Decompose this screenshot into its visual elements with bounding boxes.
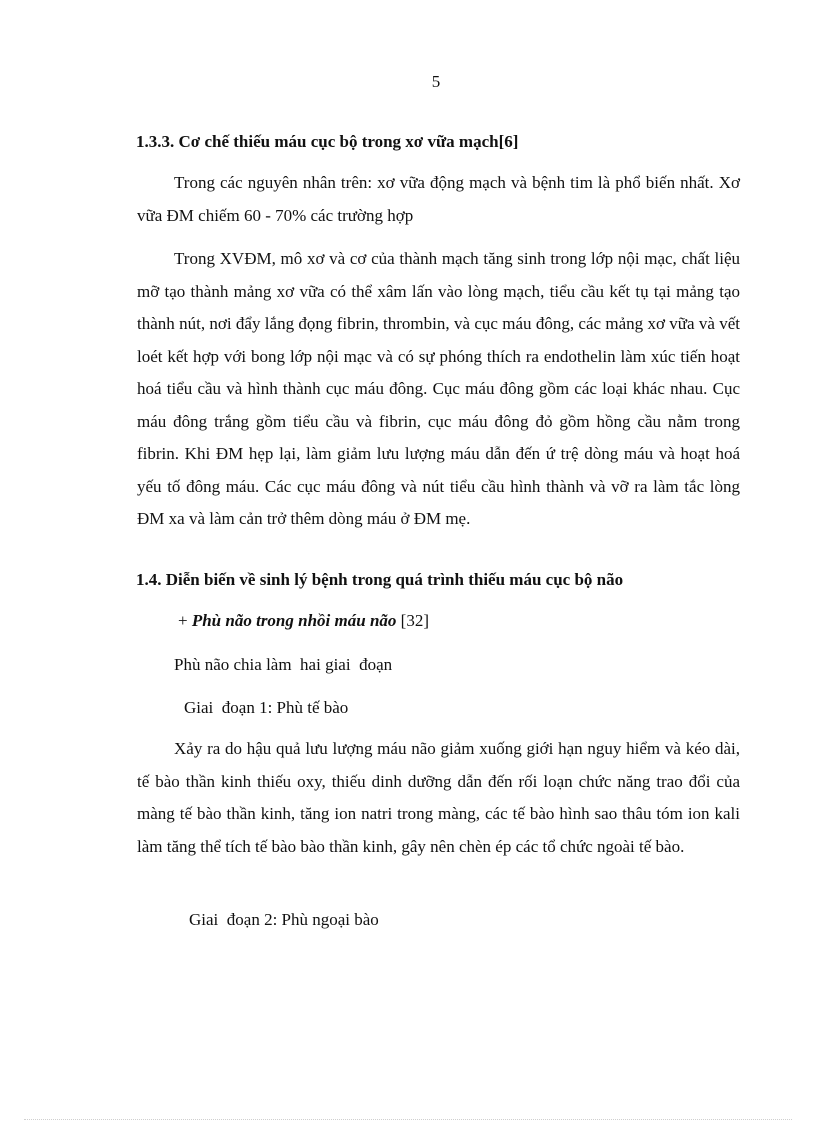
edema-intro: Phù não chia làm hai giai đoạn — [174, 655, 393, 674]
page-number: 5 — [431, 72, 441, 91]
subheading-ref: [32] — [396, 611, 429, 630]
subheading-title: Phù não trong nhồi máu não — [191, 611, 397, 630]
paragraph-causes: Trong các nguyên nhân trên: xơ vữa động mạch và bệnh tim là phổ biến nhất. Xơ vữa ĐM chiếm 60 - 70% các trường hợp — [137, 173, 740, 225]
subheading-brain-edema — [178, 611, 429, 631]
page-bottom-divider — [24, 1119, 792, 1120]
paragraph-mechanism: Trong XVĐM, mô xơ và cơ của thành mạch tăng sinh trong lớp nội mạc, chất liệu mỡ tạo thành mảng xơ vữa có thể xâm lấn vào lòng mạch, tiểu cầu kết tụ tại mảng tạo thành nút, nơi đẩy lắng đọng fibrin, thrombin, và cục máu đông, các mảng xơ vữa và vết loét kết hợp với bong lớp nội mạc và có sự phóng thích ra endothelin làm xúc tiến hoạt hoá tiểu cầu và hình thành cục máu đông. Cục máu đông gồm các loại khác nhau. Cục máu đông trắng gồm tiểu cầu và fibrin, cục máu đông đỏ gồm hồng cầu nằm trong fibrin. Khi ĐM hẹp lại, làm giảm lưu lượng máu dẫn đến ứ trệ dòng máu và hoạt hoá yếu tố đông máu. Các cục máu đông và nút tiểu cầu hình thành và vỡ ra làm tắc lòng ĐM xa và làm cản trở thêm dòng máu ở ĐM mẹ. — [137, 249, 740, 528]
stage-1-label: Giai đoạn 1: Phù tế bào — [184, 698, 349, 717]
section-heading-1-4: 1.4. Diễn biến về sinh lý bệnh trong quá trình thiếu máu cục bộ não — [136, 570, 624, 589]
paragraph-stage-1: Xảy ra do hậu quả lưu lượng máu não giảm xuống giới hạn nguy hiểm và kéo dài, tế bào thần kinh thiếu oxy, thiếu dinh dưỡng dẫn đến rối loạn chức năng trao đổi của màng tế bào thần kinh, tăng ion natri trong màng, các tế bào hình sao thâu tóm ion kali làm tăng thể tích tế bào bào thần kinh, gây nên chèn ép các tổ chức ngoài tế bào. — [137, 739, 740, 856]
section-heading-1-3-3: 1.3.3. Cơ chế thiếu máu cục bộ trong xơ vữa mạch[6] — [136, 132, 519, 151]
subheading-prefix: + — [178, 611, 192, 630]
stage-2-label: Giai đoạn 2: Phù ngoại bào — [189, 910, 379, 929]
